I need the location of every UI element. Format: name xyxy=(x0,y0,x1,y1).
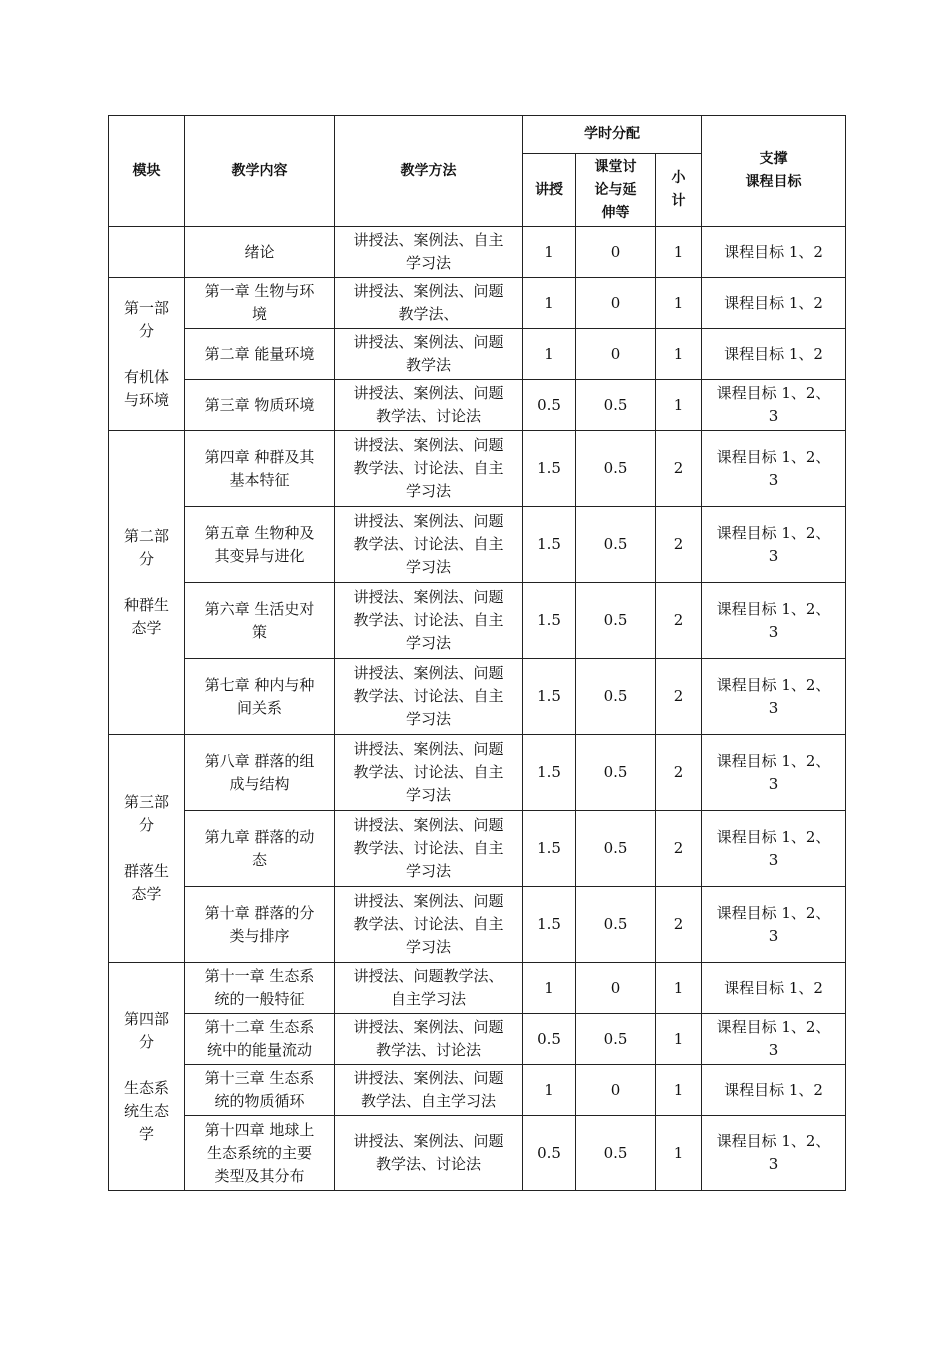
header-lecture: 讲授 xyxy=(523,154,576,227)
subtotal-cell: 2 xyxy=(656,887,702,963)
goal-cell: 课程目标 1、2 xyxy=(702,963,846,1014)
content-cell: 第六章 生活史对 策 xyxy=(185,583,335,659)
table-row xyxy=(109,507,846,583)
table-row xyxy=(109,278,846,329)
lecture-cell: 1.5 xyxy=(523,887,576,963)
goal-cell: 课程目标 1、2、 3 xyxy=(702,380,846,431)
subtotal-cell: 1 xyxy=(656,380,702,431)
header-method: 教学方法 xyxy=(335,116,523,227)
lecture-cell: 1 xyxy=(523,278,576,329)
lecture-cell: 1.5 xyxy=(523,659,576,735)
method-cell: 讲授法、案例法、问题 教学法、讨论法、自主 学习法 xyxy=(335,659,523,735)
content-cell: 第二章 能量环境 xyxy=(185,329,335,380)
method-cell: 讲授法、案例法、问题 教学法、讨论法、自主 学习法 xyxy=(335,431,523,507)
discussion-cell: 0.5 xyxy=(576,659,656,735)
table-row xyxy=(109,329,846,380)
table-row xyxy=(109,1014,846,1065)
goal-cell: 课程目标 1、2、 3 xyxy=(702,735,846,811)
method-cell: 讲授法、案例法、问题 教学法、讨论法、自主 学习法 xyxy=(335,735,523,811)
content-cell: 第十四章 地球上 生态系统的主要 类型及其分布 xyxy=(185,1116,335,1191)
goal-cell: 课程目标 1、2、 3 xyxy=(702,811,846,887)
subtotal-cell: 2 xyxy=(656,431,702,507)
module-part2: 第二部 分 种群生 态学 xyxy=(109,431,185,735)
table-row xyxy=(109,431,846,507)
module-part1: 第一部 分 有机体 与环境 xyxy=(109,278,185,431)
table-row xyxy=(109,811,846,887)
header-goal: 支撑 课程目标 xyxy=(702,116,846,227)
table-row xyxy=(109,583,846,659)
method-cell: 讲授法、案例法、问题 教学法、 xyxy=(335,278,523,329)
goal-cell: 课程目标 1、2、 3 xyxy=(702,887,846,963)
lecture-cell: 1.5 xyxy=(523,507,576,583)
table-row xyxy=(109,659,846,735)
content-cell: 第十章 群落的分 类与排序 xyxy=(185,887,335,963)
lecture-cell: 1.5 xyxy=(523,735,576,811)
content-cell: 第十二章 生态系 统中的能量流动 xyxy=(185,1014,335,1065)
discussion-cell: 0 xyxy=(576,963,656,1014)
subtotal-cell: 1 xyxy=(656,963,702,1014)
method-cell: 讲授法、案例法、自主 学习法 xyxy=(335,227,523,278)
discussion-cell: 0.5 xyxy=(576,1116,656,1191)
subtotal-cell: 2 xyxy=(656,507,702,583)
table-row xyxy=(109,963,846,1014)
goal-cell: 课程目标 1、2、 3 xyxy=(702,1014,846,1065)
lecture-cell: 1 xyxy=(523,227,576,278)
content-cell: 第八章 群落的组 成与结构 xyxy=(185,735,335,811)
subtotal-cell: 2 xyxy=(656,659,702,735)
subtotal-cell: 1 xyxy=(656,227,702,278)
lecture-cell: 0.5 xyxy=(523,1116,576,1191)
table-row xyxy=(109,380,846,431)
subtotal-cell: 2 xyxy=(656,811,702,887)
discussion-cell: 0.5 xyxy=(576,735,656,811)
method-cell: 讲授法、案例法、问题 教学法、讨论法 xyxy=(335,1116,523,1191)
header-subtotal: 小 计 xyxy=(656,154,702,227)
table-row xyxy=(109,227,846,278)
subtotal-cell: 2 xyxy=(656,735,702,811)
subtotal-cell: 2 xyxy=(656,583,702,659)
subtotal-cell: 1 xyxy=(656,329,702,380)
discussion-cell: 0 xyxy=(576,278,656,329)
goal-cell: 课程目标 1、2、 3 xyxy=(702,507,846,583)
content-cell: 第十一章 生态系 统的一般特征 xyxy=(185,963,335,1014)
discussion-cell: 0.5 xyxy=(576,887,656,963)
subtotal-cell: 1 xyxy=(656,278,702,329)
lecture-cell: 1 xyxy=(523,329,576,380)
method-cell: 讲授法、案例法、问题 教学法、讨论法、自主 学习法 xyxy=(335,507,523,583)
content-cell: 第一章 生物与环 境 xyxy=(185,278,335,329)
lecture-cell: 0.5 xyxy=(523,1014,576,1065)
discussion-cell: 0.5 xyxy=(576,507,656,583)
goal-cell: 课程目标 1、2 xyxy=(702,1065,846,1116)
method-cell: 讲授法、案例法、问题 教学法、讨论法、自主 学习法 xyxy=(335,583,523,659)
content-cell: 第七章 种内与种 间关系 xyxy=(185,659,335,735)
discussion-cell: 0.5 xyxy=(576,1014,656,1065)
lecture-cell: 0.5 xyxy=(523,380,576,431)
discussion-cell: 0.5 xyxy=(576,380,656,431)
discussion-cell: 0 xyxy=(576,329,656,380)
subtotal-cell: 1 xyxy=(656,1014,702,1065)
method-cell: 讲授法、案例法、问题 教学法、讨论法、自主 学习法 xyxy=(335,887,523,963)
lecture-cell: 1 xyxy=(523,1065,576,1116)
header-module: 模块 xyxy=(109,116,185,227)
lecture-cell: 1 xyxy=(523,963,576,1014)
subtotal-cell: 1 xyxy=(656,1116,702,1191)
discussion-cell: 0.5 xyxy=(576,811,656,887)
content-cell: 绪论 xyxy=(185,227,335,278)
lecture-cell: 1.5 xyxy=(523,811,576,887)
table-row xyxy=(109,1065,846,1116)
discussion-cell: 0.5 xyxy=(576,583,656,659)
module-part3: 第三部 分 群落生 态学 xyxy=(109,735,185,963)
lecture-cell: 1.5 xyxy=(523,431,576,507)
module-cell-empty xyxy=(109,227,185,278)
lecture-cell: 1.5 xyxy=(523,583,576,659)
method-cell: 讲授法、案例法、问题 教学法、自主学习法 xyxy=(335,1065,523,1116)
table-row xyxy=(109,887,846,963)
module-part4: 第四部 分 生态系 统生态 学 xyxy=(109,963,185,1191)
goal-cell: 课程目标 1、2、 3 xyxy=(702,659,846,735)
content-cell: 第十三章 生态系 统的物质循环 xyxy=(185,1065,335,1116)
goal-cell: 课程目标 1、2、 3 xyxy=(702,583,846,659)
method-cell: 讲授法、案例法、问题 教学法、讨论法 xyxy=(335,380,523,431)
goal-cell: 课程目标 1、2、 3 xyxy=(702,431,846,507)
content-cell: 第四章 种群及其 基本特征 xyxy=(185,431,335,507)
method-cell: 讲授法、案例法、问题 教学法、讨论法 xyxy=(335,1014,523,1065)
content-cell: 第三章 物质环境 xyxy=(185,380,335,431)
content-cell: 第九章 群落的动 态 xyxy=(185,811,335,887)
method-cell: 讲授法、案例法、问题 教学法、讨论法、自主 学习法 xyxy=(335,811,523,887)
method-cell: 讲授法、问题教学法、 自主学习法 xyxy=(335,963,523,1014)
goal-cell: 课程目标 1、2、 3 xyxy=(702,1116,846,1191)
method-cell: 讲授法、案例法、问题 教学法 xyxy=(335,329,523,380)
header-hours-group: 学时分配 xyxy=(523,116,702,154)
teaching-plan-table xyxy=(108,115,846,1191)
header-discussion: 课堂讨 论与延 伸等 xyxy=(576,154,656,227)
goal-cell: 课程目标 1、2 xyxy=(702,227,846,278)
discussion-cell: 0.5 xyxy=(576,431,656,507)
table-row xyxy=(109,735,846,811)
discussion-cell: 0 xyxy=(576,227,656,278)
content-cell: 第五章 生物种及 其变异与进化 xyxy=(185,507,335,583)
discussion-cell: 0 xyxy=(576,1065,656,1116)
goal-cell: 课程目标 1、2 xyxy=(702,329,846,380)
subtotal-cell: 1 xyxy=(656,1065,702,1116)
header-content: 教学内容 xyxy=(185,116,335,227)
table-row xyxy=(109,1116,846,1191)
goal-cell: 课程目标 1、2 xyxy=(702,278,846,329)
